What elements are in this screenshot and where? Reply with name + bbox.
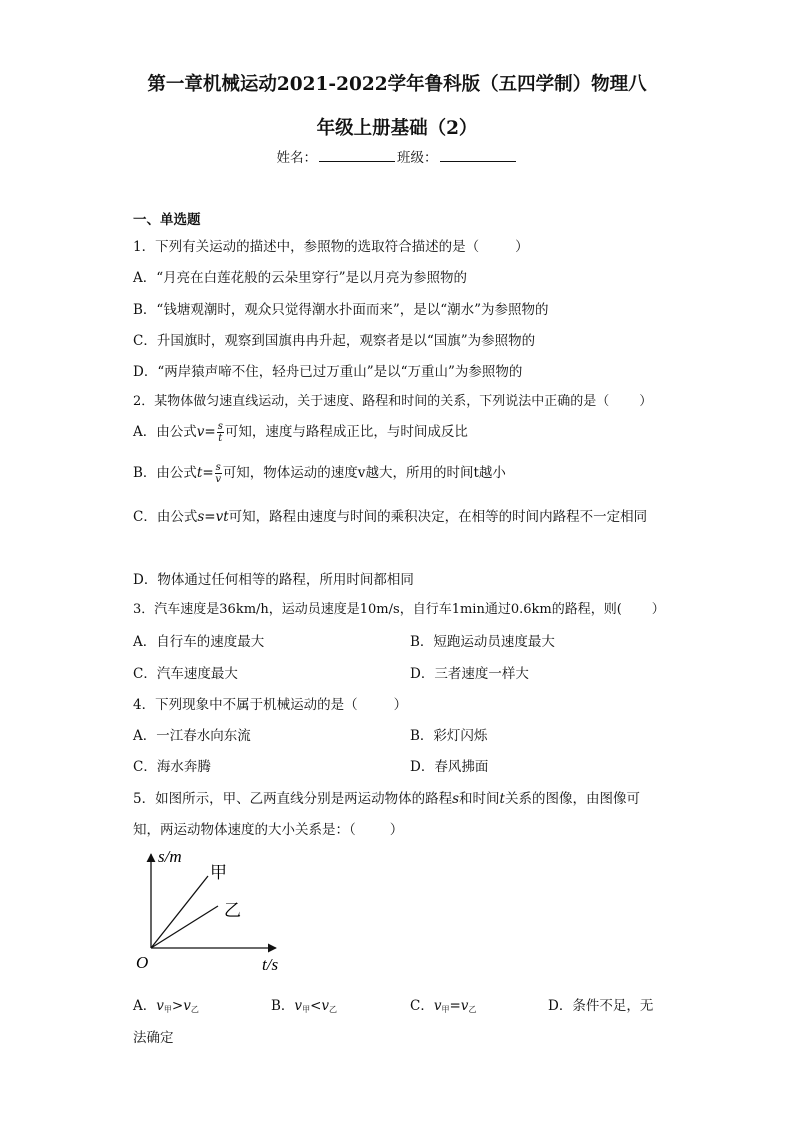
q2-option-c: C．由公式s=vt可知，路程由速度与时间的乘积决定，在相等的时间内路程不一定相同 [133, 509, 648, 525]
q5-graph [128, 846, 298, 976]
q2-option-a: A．由公式v= $\frac{s}{t}$ 可知，速度与路程成正比，与时间成反比 [133, 421, 468, 444]
page-title-line-1: 第一章机械运动2021-2022学年鲁科版（五四学制）物理八 [147, 74, 647, 95]
q5-stem-line-2: 知，两运动物体速度的大小关系是：（ ） [133, 822, 404, 838]
q3-option-a: A．自行车的速度最大 [133, 634, 265, 650]
q4-option-c: C．海水奔腾 [133, 759, 211, 775]
line-jia [151, 876, 208, 948]
q3-option-d: D．三者速度一样大 [410, 666, 529, 682]
page-title-line-2: 年级上册基础（2） [316, 118, 478, 139]
q5-stem-line-1: 5．如图所示，甲、乙两直线分别是两运动物体的路程s和时间t关系的图像，由图像可 [133, 791, 640, 807]
class-label: 班级： [397, 150, 438, 166]
q1-stem: 1．下列有关运动的描述中，参照物的选取符合描述的是（ ） [133, 239, 529, 255]
line-jia-label: 甲 [210, 863, 227, 883]
name-label: 姓名： [276, 150, 317, 166]
q1-option-d: D．“两岸猿声啼不住，轻舟已过万重山”是以“万重山”为参照物的 [133, 364, 523, 380]
y-axis-label: s/m [158, 847, 182, 866]
name-blank[interactable] [319, 149, 395, 162]
class-blank[interactable] [440, 149, 516, 162]
q4-option-d: D．春风拂面 [410, 759, 489, 775]
q3-option-c: C．汽车速度最大 [133, 666, 238, 682]
q5-option-a: A．$v_甲>v_乙$ [133, 998, 199, 1014]
q5-option-d: D．条件不足，无 [548, 998, 654, 1014]
origin-label: O [136, 953, 149, 972]
q1-option-a: A．“月亮在白莲花般的云朵里穿行”是以月亮为参照物的 [133, 270, 468, 286]
q5-option-b: B．$v_甲<v_乙$ [271, 998, 338, 1014]
q1-option-b: B．“钱塘观潮时，观众只觉得潮水扑面而来”，是以“潮水”为参照物的 [133, 302, 549, 318]
q2-option-d: D．物体通过任何相等的路程，所用时间都相同 [133, 572, 414, 588]
q4-option-a: A．一江春水向东流 [133, 728, 251, 744]
q3-option-b: B．短跑运动员速度最大 [410, 634, 555, 650]
q5-option-c: C．$v_甲=v_乙$ [410, 998, 477, 1014]
section-heading: 一、单选题 [133, 212, 201, 228]
q4-option-b: B．彩灯闪烁 [410, 728, 488, 744]
q2-option-b: B．由公式t= $\frac{s}{v}$ 可知，物体运动的速度v越大，所用的时间t越小 [133, 462, 506, 485]
q2-stem: 2．某物体做匀速直线运动，关于速度、路程和时间的关系，下列说法中正确的是（ ） [133, 394, 653, 409]
x-axis-label: t/s [262, 955, 279, 974]
q1-option-c: C．升国旗时，观察到国旗冉冉升起，观察者是以“国旗”为参照物的 [133, 333, 536, 349]
q3-stem: 3．汽车速度是36km/h，运动员速度是10m/s，自行车1min通过0.6km的路程，则( ） [133, 602, 665, 617]
line-yi-label: 乙 [224, 901, 241, 921]
q4-stem: 4．下列现象中不属于机械运动的是（ ） [133, 697, 408, 713]
student-info [0, 146, 794, 166]
line-yi [151, 906, 218, 948]
q5-option-d-continued: 法确定 [133, 1030, 174, 1046]
